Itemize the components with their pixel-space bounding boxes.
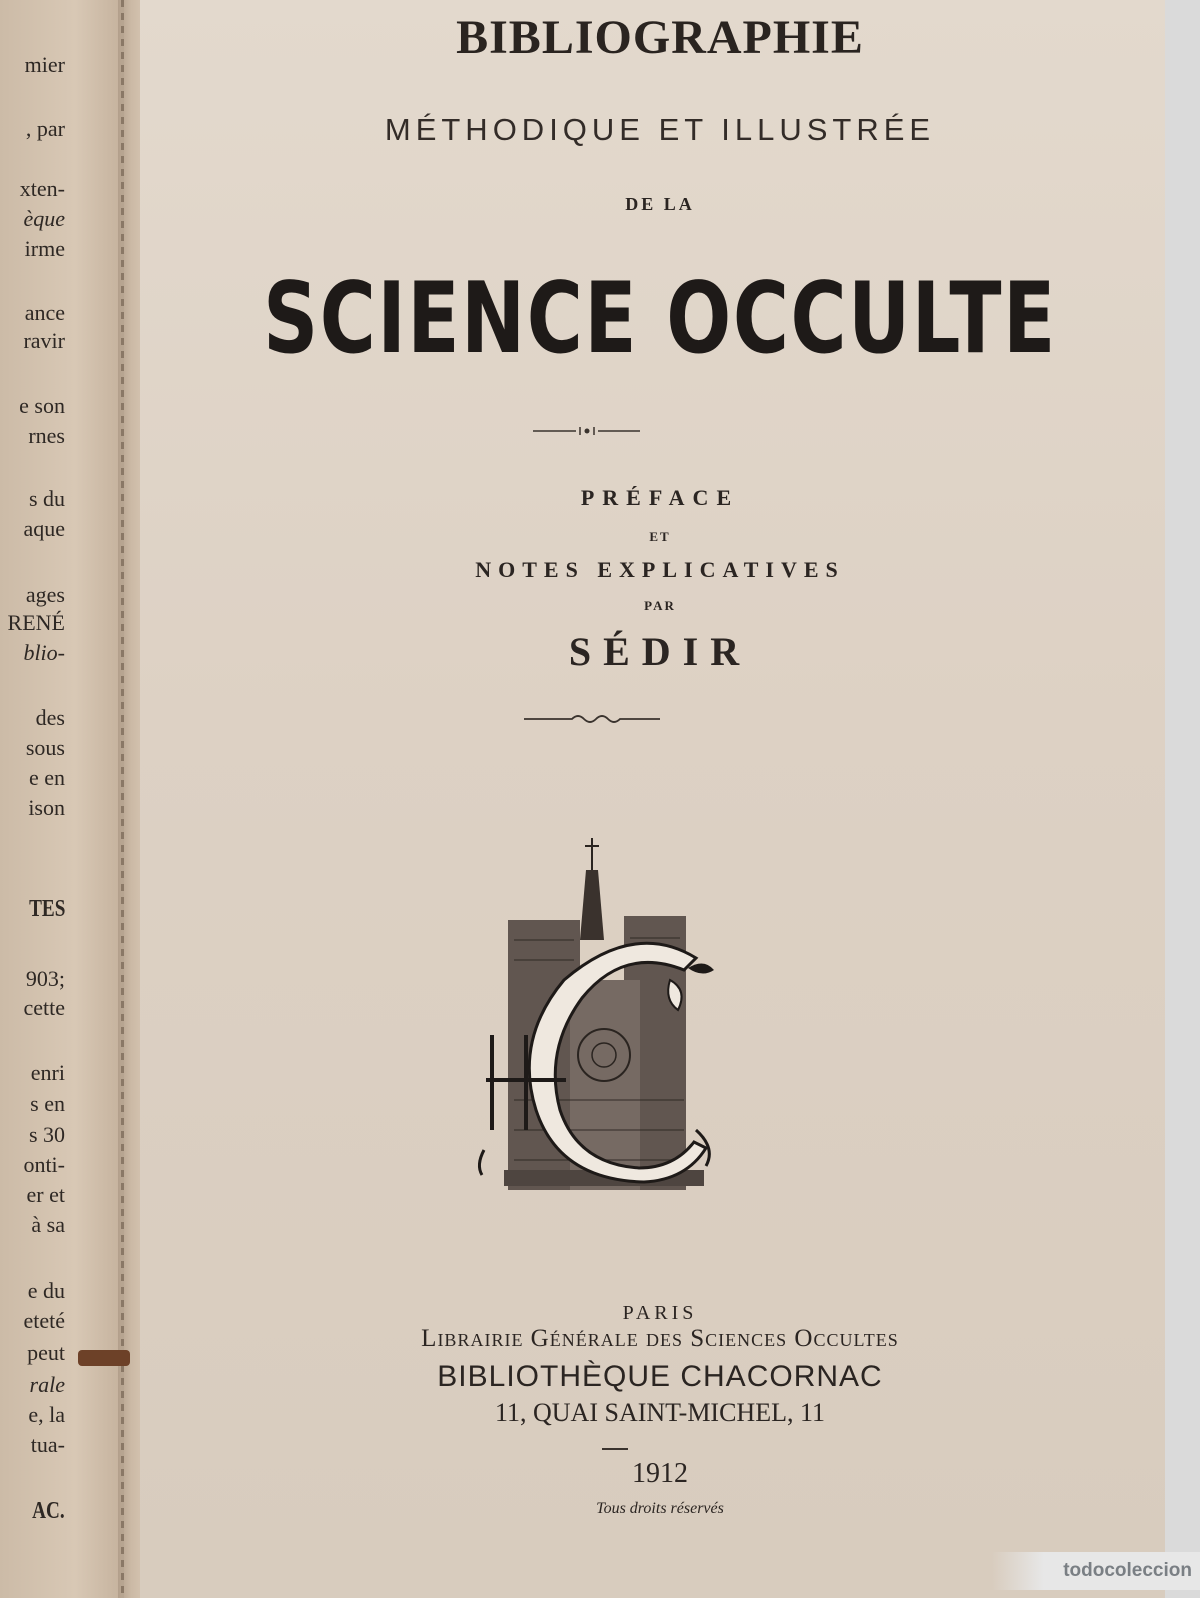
left-page-line: e son bbox=[19, 393, 65, 418]
left-page-line: mier bbox=[24, 52, 65, 77]
ornament-rule-top bbox=[140, 421, 1180, 441]
left-page-line: xten- bbox=[19, 176, 65, 201]
main-title-science-occulte: SCIENCE OCCULTE bbox=[263, 262, 1057, 376]
left-page-line: onti- bbox=[23, 1152, 65, 1177]
left-page-line: RENÉ bbox=[7, 610, 65, 635]
notes-explicatives-label: NOTES EXPLICATIVES bbox=[475, 557, 845, 582]
left-page-line: AC. bbox=[32, 1498, 65, 1524]
title-page bbox=[140, 0, 1180, 1598]
left-page-line: 903; bbox=[25, 966, 65, 991]
left-page-line: TES bbox=[28, 896, 65, 922]
left-page-line: aque bbox=[23, 516, 65, 541]
left-page-line: s 30 bbox=[28, 1122, 65, 1147]
publisher-name: Librairie Générale des Sciences Occultes bbox=[421, 1325, 899, 1352]
left-page-line: tua- bbox=[30, 1432, 65, 1457]
left-page-line: blio- bbox=[23, 640, 65, 665]
left-page-line: s en bbox=[30, 1091, 65, 1116]
left-page-line: e en bbox=[28, 765, 65, 790]
left-page-line: s du bbox=[28, 486, 65, 511]
left-page-line: ance bbox=[24, 300, 65, 325]
bibliotheque-chacornac: BIBLIOTHÈQUE CHACORNAC bbox=[437, 1360, 883, 1393]
left-page-line: ison bbox=[28, 795, 65, 820]
left-page-line: er et bbox=[26, 1182, 65, 1207]
background-margin bbox=[1165, 0, 1200, 1598]
left-page-line: sous bbox=[25, 735, 65, 760]
title-bibliographie: BIBLIOGRAPHIE bbox=[456, 11, 864, 64]
left-page-line: , par bbox=[25, 116, 65, 141]
ornament-rule-wave bbox=[140, 708, 1180, 728]
par-label: PAR bbox=[644, 598, 676, 613]
preface-label: PRÉFACE bbox=[580, 485, 740, 510]
left-page-line: ages bbox=[25, 582, 65, 607]
publisher-address: 11, QUAI SAINT-MICHEL, 11 bbox=[494, 1398, 826, 1427]
author-sedir: SÉDIR bbox=[568, 629, 752, 674]
left-page-line: eteté bbox=[23, 1308, 65, 1333]
left-page-line: enri bbox=[30, 1060, 65, 1085]
connector-de-la: DE LA bbox=[625, 194, 695, 214]
left-page-line: à sa bbox=[31, 1212, 65, 1237]
left-page-line: e, la bbox=[28, 1402, 65, 1427]
left-page-line: ravir bbox=[23, 328, 65, 353]
city-paris: PARIS bbox=[622, 1302, 698, 1324]
et-label: ET bbox=[649, 529, 671, 544]
year-rule bbox=[602, 1448, 628, 1450]
left-page-line: e du bbox=[27, 1278, 65, 1303]
left-page-line: des bbox=[35, 705, 65, 730]
left-page-line: èque bbox=[23, 206, 65, 231]
publisher-emblem-cathedral-c-icon bbox=[474, 830, 734, 1210]
left-page-line: cette bbox=[23, 995, 65, 1020]
left-page-line: irme bbox=[24, 236, 65, 261]
left-page-line: peut bbox=[27, 1340, 65, 1365]
watermark-text: todocoleccion bbox=[992, 1552, 1200, 1590]
subtitle-methodique: MÉTHODIQUE ET ILLUSTRÉE bbox=[384, 112, 936, 147]
left-page-line: rale bbox=[29, 1372, 65, 1397]
left-page-line: rnes bbox=[28, 423, 65, 448]
leather-tab bbox=[78, 1350, 130, 1366]
publication-year: 1912 bbox=[632, 1458, 688, 1489]
rights-notice: Tous droits réservés bbox=[596, 1500, 724, 1517]
